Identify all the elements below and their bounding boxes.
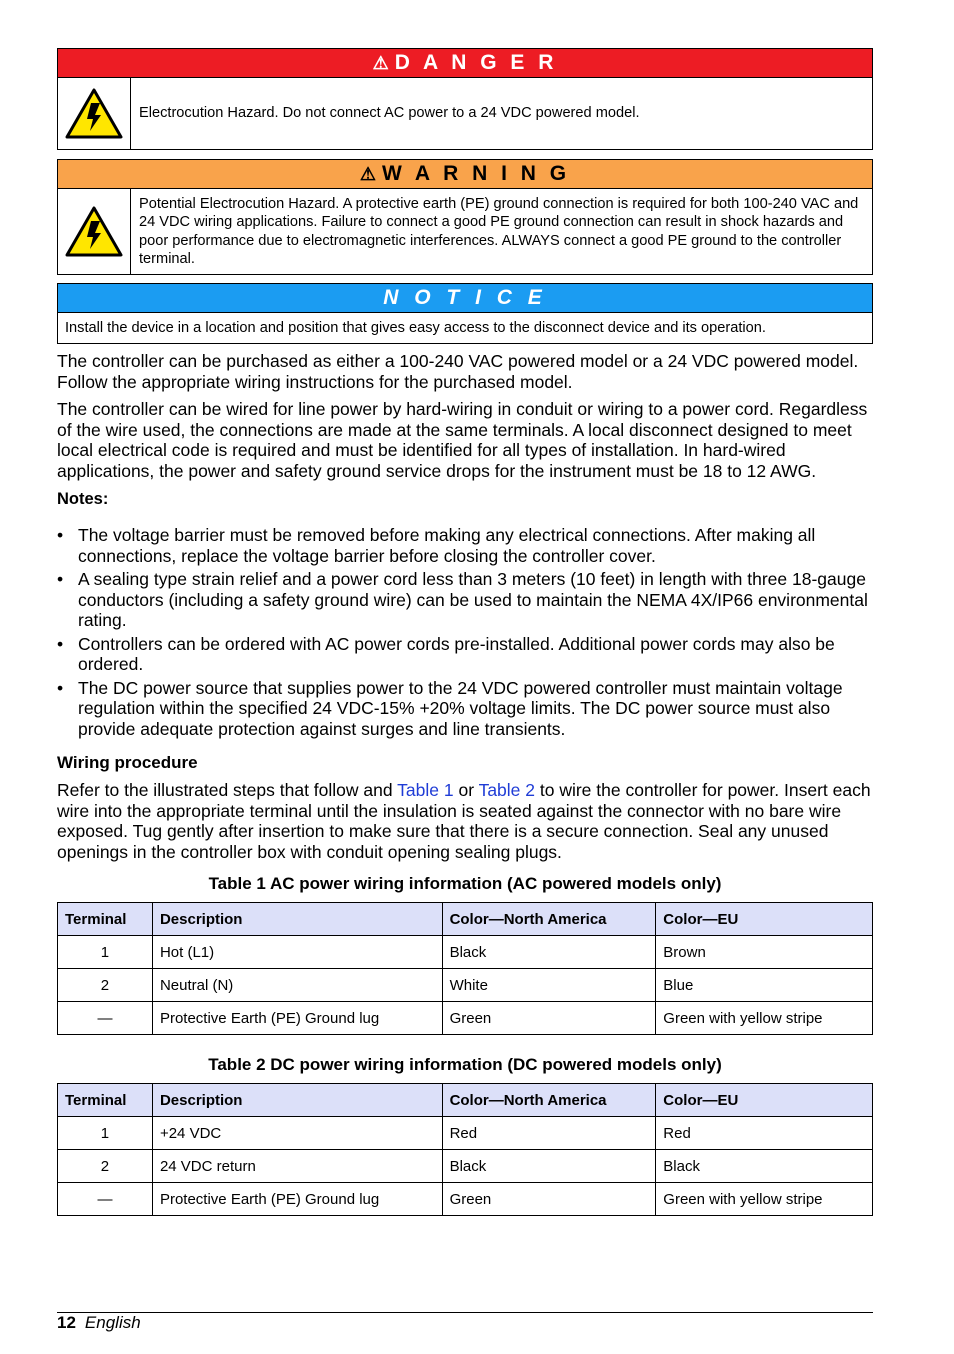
- table-cell: —: [58, 1183, 153, 1216]
- warning-triangle-icon: ⚠: [372, 53, 389, 73]
- table-cell: Green: [442, 1183, 656, 1216]
- dc-wiring-table: [57, 1083, 873, 1216]
- list-item: • The DC power source that supplies power to the 24 VDC powered controller must maintain voltage regulation within the specified 24 VDC-15% +20% voltage limits. The DC power source must also provide adequate protection against surges and line transients.: [57, 678, 873, 740]
- table-row: [58, 936, 873, 969]
- table-row: [58, 1183, 873, 1216]
- electrical-hazard-icon: [58, 189, 131, 274]
- column-header: Description: [152, 1084, 442, 1117]
- danger-text: Electrocution Hazard. Do not connect AC power to a 24 VDC powered model.: [139, 105, 640, 122]
- table2-caption: Table 2 DC power wiring information (DC powered models only): [208, 1055, 722, 1074]
- column-header: Color—North America: [442, 903, 656, 936]
- electrical-hazard-icon: [58, 78, 131, 149]
- table-cell: Black: [442, 1150, 656, 1183]
- table-header-row: [58, 1084, 873, 1117]
- table-cell: 2: [58, 1150, 153, 1183]
- warning-header: [58, 160, 872, 189]
- table-cell: Protective Earth (PE) Ground lug: [152, 1183, 442, 1216]
- table-cell: 24 VDC return: [152, 1150, 442, 1183]
- table-cell: Neutral (N): [152, 969, 442, 1002]
- wiring-text: or: [453, 780, 479, 800]
- notes-list: [57, 525, 873, 739]
- notice-box: [57, 283, 873, 344]
- table-cell: Red: [656, 1117, 873, 1150]
- danger-header: [58, 49, 872, 78]
- line-power-paragraph: The controller can be wired for line power by hard-wiring in conduit or wiring to a power cord. Regardless of the wire used, the connections are made at the same terminals. A local disconnect designed to meet local electrical code is required and must be identified for all types of installation. In hard-wired applications, the power and safety ground service drops for the instrument must be 18 to 12 AWG.: [57, 399, 868, 481]
- table-row: [58, 1002, 873, 1035]
- warning-box: [57, 159, 873, 275]
- notes-label: Notes:: [57, 490, 109, 508]
- table-cell: Green with yellow stripe: [656, 1002, 873, 1035]
- column-header: Color—EU: [656, 903, 873, 936]
- danger-box: [57, 48, 873, 150]
- table-cell: Hot (L1): [152, 936, 442, 969]
- table-cell: —: [58, 1002, 153, 1035]
- table-cell: Red: [442, 1117, 656, 1150]
- warning-text: Potential Electrocution Hazard. A protective earth (PE) ground connection is required for both 100-240 VAC and 24 VDC wiring applications. Failure to connect a good PE ground connection can result in shock hazards and poor performance due to electromagnetic interferences. ALWAYS connect a good PE ground to the controller terminal.: [139, 195, 859, 267]
- column-header: Terminal: [58, 1084, 153, 1117]
- manual-page: [57, 48, 873, 1216]
- wiring-text: to wire the controller for power. Insert each wire into the appropriate terminal until the insulation is seated against the connector with no bare wire exposed. Tug gently after insertion to make sure that there is a secure connection. Seal any unused openings in the controller box with conduit opening sealing plugs.: [57, 780, 871, 862]
- section-heading: Wiring procedure: [57, 753, 198, 772]
- table-cell: 1: [58, 936, 153, 969]
- intro-paragraph: The controller can be purchased as either a 100-240 VAC powered model or a 24 VDC powered model. Follow the appropriate wiring instructions for the purchased model.: [57, 351, 859, 392]
- column-header: Terminal: [58, 903, 153, 936]
- table-cell: Black: [442, 936, 656, 969]
- table-cell: Brown: [656, 936, 873, 969]
- table-cell: Green: [442, 1002, 656, 1035]
- table-cell: Blue: [656, 969, 873, 1002]
- list-item: • The voltage barrier must be removed before making any electrical connections. After making all connections, replace the voltage barrier before closing the controller cover.: [57, 525, 873, 566]
- footer-language: English: [84, 1313, 141, 1332]
- table-row: [58, 969, 873, 1002]
- table-cell: Green with yellow stripe: [656, 1183, 873, 1216]
- list-item: • A sealing type strain relief and a power cord less than 3 meters (10 feet) in length with three 18-gauge conductors (including a safety ground wire) can be used to maintain the NEMA 4X/IP66 environmental rating.: [57, 569, 873, 631]
- notice-header: N O T I C E: [58, 284, 872, 313]
- ac-wiring-table: [57, 902, 873, 1035]
- table-cell: 2: [58, 969, 153, 1002]
- table-cell: Protective Earth (PE) Ground lug: [152, 1002, 442, 1035]
- wiring-text: Refer to the illustrated steps that follow and: [57, 780, 398, 800]
- table1-link[interactable]: Table 1: [397, 780, 454, 800]
- table-row: [58, 1150, 873, 1183]
- warning-title: W A R N I N G: [382, 162, 571, 185]
- table-cell: Black: [656, 1150, 873, 1183]
- list-item: • Controllers can be ordered with AC power cords pre-installed. Additional power cords may also be ordered.: [57, 634, 873, 675]
- table-row: [58, 1117, 873, 1150]
- column-header: Color—EU: [656, 1084, 873, 1117]
- page-number: 12: [57, 1313, 76, 1332]
- table-cell: 1: [58, 1117, 153, 1150]
- table1-caption: Table 1 AC power wiring information (AC powered models only): [208, 874, 722, 893]
- warning-triangle-icon: ⚠: [359, 164, 377, 184]
- danger-title: D A N G E R: [394, 51, 558, 74]
- column-header: Description: [152, 903, 442, 936]
- table-cell: +24 VDC: [152, 1117, 442, 1150]
- column-header: Color—North America: [442, 1084, 656, 1117]
- table-header-row: [58, 903, 873, 936]
- notice-text: Install the device in a location and position that gives easy access to the disconnect device and its operation.: [65, 320, 766, 336]
- table-cell: White: [442, 969, 656, 1002]
- wiring-paragraph: [57, 780, 873, 862]
- table2-link[interactable]: Table 2: [478, 780, 535, 800]
- page-footer: [57, 1312, 873, 1333]
